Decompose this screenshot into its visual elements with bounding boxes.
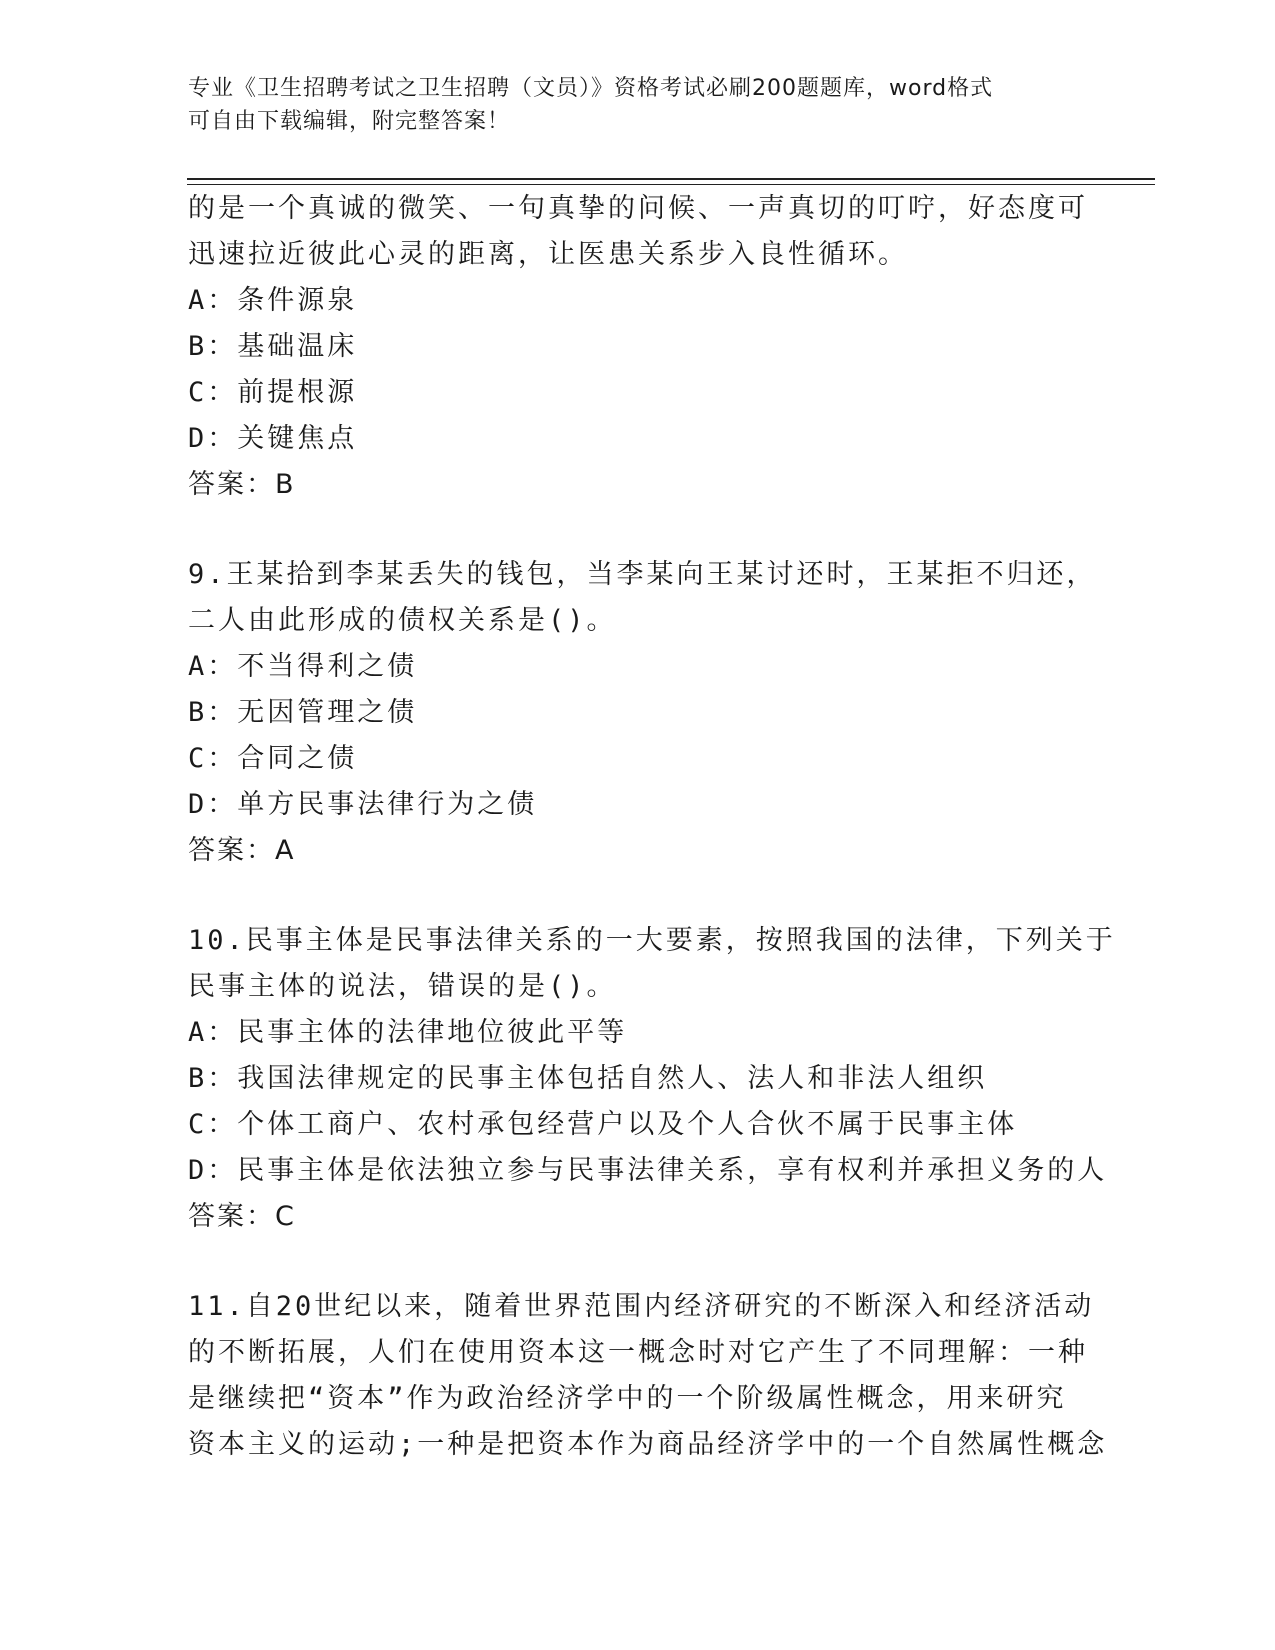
- option-c: C：个体工商户、农村承包经营户以及个人合伙不属于民事主体: [188, 1109, 1018, 1140]
- option-c: C：合同之债: [188, 743, 358, 774]
- question-text-line: 二人由此形成的债权关系是()。: [188, 605, 617, 636]
- option-a: A：不当得利之债: [188, 651, 418, 682]
- option-a: A：民事主体的法律地位彼此平等: [188, 1017, 628, 1048]
- option-d: D：民事主体是依法独立参与民事法律关系，享有权利并承担义务的人: [188, 1155, 1108, 1186]
- question-text-line: 10.民事主体是民事法律关系的一大要素，按照我国的法律，下列关于: [188, 925, 1116, 956]
- answer-label: 答案：B: [188, 469, 296, 500]
- question-8-continued: [188, 186, 1088, 508]
- option-d: D：关键焦点: [188, 423, 358, 454]
- answer-label: 答案：C: [188, 1201, 296, 1232]
- question-text-line: 资本主义的运动;一种是把资本作为商品经济学中的一个自然属性概念: [188, 1429, 1108, 1460]
- question-text-line: 的不断拓展，人们在使用资本这一概念时对它产生了不同理解：一种: [188, 1337, 1088, 1368]
- spacer: [188, 1240, 1088, 1284]
- document-header: [188, 72, 1088, 138]
- option-c: C：前提根源: [188, 377, 358, 408]
- option-d: D：单方民事法律行为之债: [188, 789, 538, 820]
- option-a: A：条件源泉: [188, 285, 358, 316]
- question-10: [188, 918, 1116, 1240]
- option-b: B：我国法律规定的民事主体包括自然人、法人和非法人组织: [188, 1063, 988, 1094]
- spacer: [188, 874, 1088, 918]
- question-text-line: 的是一个真诚的微笑、一句真挚的问候、一声真切的叮咛，好态度可: [188, 193, 1088, 224]
- spacer: [188, 508, 1088, 552]
- question-text-line: 是继续把“资本”作为政治经济学中的一个阶级属性概念，用来研究: [188, 1383, 1067, 1414]
- question-text-line: 9.王某拾到李某丢失的钱包，当李某向王某讨还时，王某拒不归还，: [188, 559, 1097, 590]
- header-divider-thick: [187, 178, 1155, 180]
- option-b: B：基础温床: [188, 331, 358, 362]
- question-9: [188, 552, 1097, 874]
- question-text-line: 民事主体的说法，错误的是()。: [188, 971, 617, 1002]
- header-divider-thin: [187, 184, 1155, 185]
- answer-label: 答案：A: [188, 835, 296, 866]
- question-11: [188, 1284, 1108, 1468]
- header-title-line-1: 专业《卫生招聘考试之卫生招聘（文员）》资格考试必刷200题题库，word格式: [188, 76, 994, 101]
- question-text-line: 迅速拉近彼此心灵的距离，让医患关系步入良性循环。: [188, 239, 908, 270]
- header-title-line-2: 可自由下载编辑，附完整答案！: [188, 109, 511, 134]
- option-b: B：无因管理之债: [188, 697, 418, 728]
- question-text-line: 11.自20世纪以来，随着世界范围内经济研究的不断深入和经济活动: [188, 1291, 1095, 1322]
- question-list: [188, 186, 1116, 1468]
